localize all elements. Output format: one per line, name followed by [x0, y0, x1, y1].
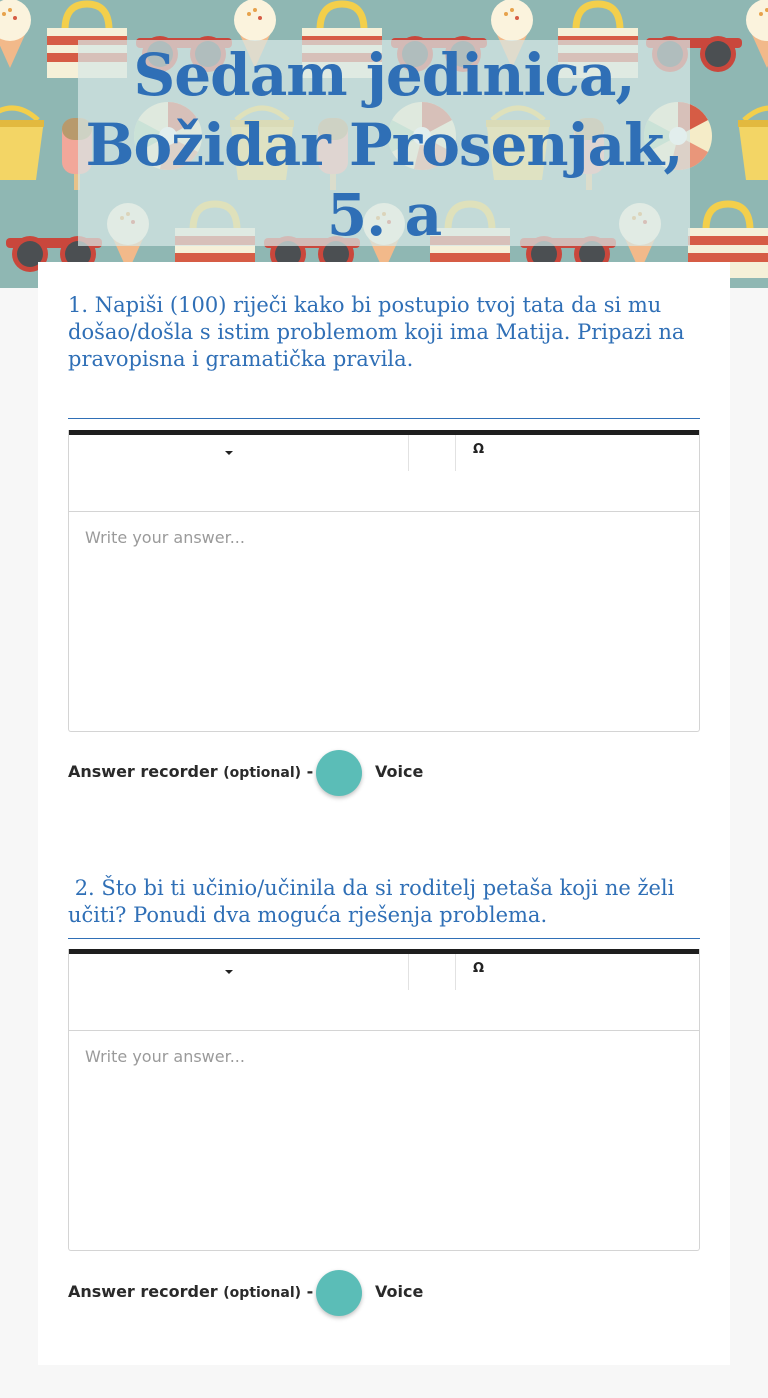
voice-label: Voice — [375, 762, 424, 781]
page-title: Sedam jedinica, Božidar Prosenjak, 5. a — [85, 41, 683, 249]
answer-input[interactable]: Write your answer... — [85, 1047, 245, 1066]
record-voice-button[interactable] — [316, 1270, 362, 1316]
recorder-label: Answer recorder (optional) - — [68, 1282, 314, 1301]
question-2-text: 2. Što bi ti učinio/učinila da si roditelj petaša koji ne želi učiti? Ponudi dva moguća rješenja problema. — [68, 876, 682, 927]
question-1-divider — [68, 418, 700, 419]
toolbar-button[interactable] — [410, 954, 456, 990]
special-character-button[interactable]: Ω — [473, 961, 485, 976]
question-1-text: 1. Napiši (100) riječi kako bi postupio tvoj tata da si mu došao/došla s istim problemom koji ima Matija. Pripazi na pravopisna i gramatička pravila. — [68, 293, 685, 371]
caret-down-icon — [225, 451, 233, 455]
special-character-button[interactable]: Ω — [473, 442, 485, 457]
question-1-recorder — [68, 750, 700, 796]
format-dropdown[interactable] — [69, 435, 409, 471]
answer-input[interactable]: Write your answer... — [85, 528, 245, 547]
question-2-recorder — [68, 1270, 700, 1316]
question-2-divider — [68, 938, 700, 939]
caret-down-icon — [225, 970, 233, 974]
question-1-editor — [68, 430, 700, 732]
editor-toolbar — [69, 949, 699, 1031]
format-dropdown[interactable] — [69, 954, 409, 990]
toolbar-button[interactable] — [410, 435, 456, 471]
voice-label: Voice — [375, 1282, 424, 1301]
recorder-label: Answer recorder (optional) - — [68, 762, 314, 781]
question-2-editor — [68, 949, 700, 1251]
record-voice-button[interactable] — [316, 750, 362, 796]
header-banner — [0, 0, 768, 288]
editor-toolbar — [69, 430, 699, 512]
